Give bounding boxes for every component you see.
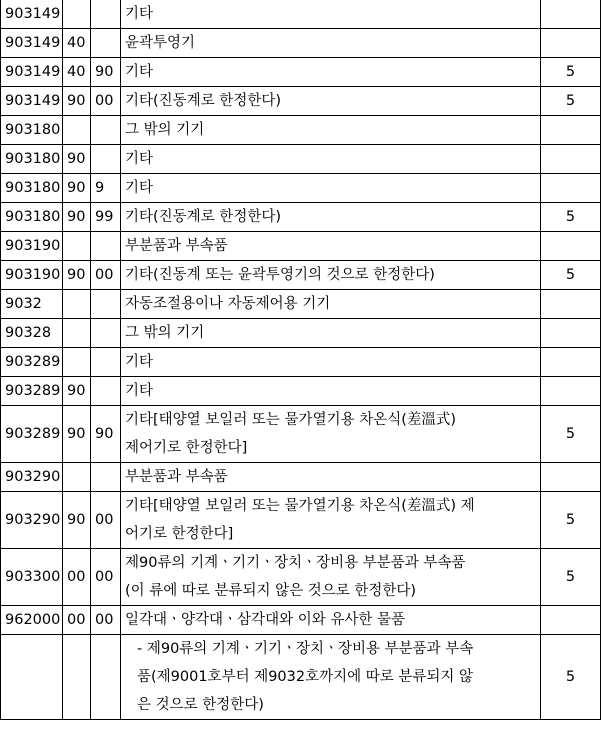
hs-code-cell: 903190 [1, 261, 63, 290]
description-text: 기타 [125, 6, 154, 22]
rate-cell [541, 606, 601, 635]
sub-code-1-cell [63, 635, 91, 720]
sub-code-2-cell [91, 232, 121, 261]
table-row [1, 29, 601, 58]
sub-code-1-cell: 90 [63, 406, 91, 463]
description-cell [121, 29, 541, 58]
description-line: 일각대ㆍ양각대ㆍ삼각대와 이와 유사한 물품 [125, 612, 405, 628]
hs-code-cell: 903149 [1, 0, 63, 29]
description-text: 그 밖의 기기 [125, 122, 205, 138]
description-text: 부분품과 부속품 [125, 469, 228, 485]
table-row [1, 174, 601, 203]
description-cell [121, 145, 541, 174]
sub-code-1-cell: 00 [63, 549, 91, 606]
description-line: 제어기로 한정한다] [125, 440, 248, 456]
hs-code-cell: 903180 [1, 174, 63, 203]
table-row [1, 145, 601, 174]
sub-code-2-cell [91, 635, 121, 720]
hs-code-cell: 903149 [1, 29, 63, 58]
description-cell [121, 492, 541, 549]
rate-cell: 5 [541, 58, 601, 87]
sub-code-2-cell: 00 [91, 549, 121, 606]
description-cell [121, 232, 541, 261]
hs-code-cell: 903180 [1, 145, 63, 174]
description-line: 은 것으로 한정한다) [137, 697, 264, 713]
description-text: 그 밖의 기기 [125, 325, 205, 341]
sub-code-2-cell [91, 0, 121, 29]
sub-code-1-cell [63, 319, 91, 348]
sub-code-2-cell: 9 [91, 174, 121, 203]
tariff-table-body [1, 0, 601, 720]
sub-code-1-cell [63, 348, 91, 377]
table-row [1, 116, 601, 145]
sub-code-1-cell: 90 [63, 174, 91, 203]
rate-cell: 5 [541, 635, 601, 720]
sub-code-2-cell [91, 377, 121, 406]
sub-code-1-cell [63, 290, 91, 319]
table-row [1, 377, 601, 406]
sub-code-2-cell [91, 319, 121, 348]
table-row [1, 406, 601, 463]
rate-cell [541, 232, 601, 261]
description-text: 자동조절용이나 자동제어용 기기 [125, 296, 331, 312]
description-cell [121, 0, 541, 29]
rate-cell [541, 0, 601, 29]
rate-cell [541, 145, 601, 174]
sub-code-2-cell [91, 290, 121, 319]
hs-code-cell: 903290 [1, 463, 63, 492]
description-cell [121, 406, 541, 463]
description-cell [121, 174, 541, 203]
rate-cell [541, 463, 601, 492]
hs-code-cell: 903149 [1, 58, 63, 87]
sub-code-2-cell [91, 348, 121, 377]
table-row [1, 203, 601, 232]
table-row [1, 319, 601, 348]
description-cell [121, 319, 541, 348]
description-cell [121, 463, 541, 492]
description-line: - 제90류의 기계ㆍ기기ㆍ장치ㆍ장비용 부분품과 부속 [137, 641, 474, 657]
table-row [1, 463, 601, 492]
rate-cell: 5 [541, 203, 601, 232]
sub-code-2-cell: 99 [91, 203, 121, 232]
rate-cell [541, 290, 601, 319]
sub-code-2-cell [91, 145, 121, 174]
hs-code-cell: 903300 [1, 549, 63, 606]
sub-code-2-cell [91, 116, 121, 145]
description-text: 기타(진동계 또는 윤곽투영기의 것으로 한정한다) [125, 267, 435, 283]
table-row [1, 87, 601, 116]
table-row [1, 348, 601, 377]
sub-code-1-cell [63, 232, 91, 261]
hs-code-cell: 903149 [1, 87, 63, 116]
sub-code-1-cell: 90 [63, 492, 91, 549]
description-cell [121, 377, 541, 406]
sub-code-2-cell: 00 [91, 261, 121, 290]
description-text: 기타 [125, 180, 154, 196]
description-line: 어기로 한정한다] [125, 526, 234, 542]
description-cell [121, 606, 541, 635]
sub-code-1-cell: 90 [63, 377, 91, 406]
description-text: 기타 [125, 151, 154, 167]
rate-cell: 5 [541, 406, 601, 463]
table-row [1, 635, 601, 720]
rate-cell [541, 319, 601, 348]
sub-code-2-cell: 00 [91, 87, 121, 116]
hs-code-cell: 903289 [1, 377, 63, 406]
sub-code-1-cell: 00 [63, 606, 91, 635]
sub-code-2-cell [91, 29, 121, 58]
sub-code-2-cell: 00 [91, 492, 121, 549]
hs-code-cell: 903289 [1, 348, 63, 377]
sub-code-2-cell: 90 [91, 406, 121, 463]
description-cell [121, 58, 541, 87]
rate-cell [541, 174, 601, 203]
table-row [1, 290, 601, 319]
hs-code-cell: 90328 [1, 319, 63, 348]
description-cell [121, 290, 541, 319]
hs-code-cell: 903180 [1, 116, 63, 145]
description-cell [121, 549, 541, 606]
sub-code-2-cell [91, 463, 121, 492]
description-cell [121, 635, 541, 720]
sub-code-1-cell: 90 [63, 261, 91, 290]
table-row [1, 58, 601, 87]
sub-code-1-cell [63, 0, 91, 29]
description-text: 기타 [125, 354, 154, 370]
table-row [1, 261, 601, 290]
sub-code-1-cell: 40 [63, 58, 91, 87]
sub-code-2-cell: 90 [91, 58, 121, 87]
description-text: 부분품과 부속품 [125, 238, 228, 254]
sub-code-1-cell: 90 [63, 203, 91, 232]
description-line: (이 류에 따로 분류되지 않은 것으로 한정한다) [125, 583, 417, 599]
rate-cell [541, 116, 601, 145]
rate-cell [541, 29, 601, 58]
description-text: 윤곽투영기 [125, 35, 196, 51]
sub-code-1-cell [63, 463, 91, 492]
hs-code-cell [1, 635, 63, 720]
description-line: 기타[태양열 보일러 또는 물가열기용 차온식(差溫式) [125, 412, 457, 428]
description-line: 품(제9001호부터 제9032호까지에 따로 분류되지 않 [137, 669, 474, 685]
description-cell [121, 261, 541, 290]
sub-code-1-cell: 90 [63, 145, 91, 174]
description-text: 기타(진동계로 한정한다) [125, 93, 281, 109]
hs-code-cell: 903190 [1, 232, 63, 261]
description-line: 기타[태양열 보일러 또는 물가열기용 차온식(差溫式) 제 [125, 498, 475, 514]
description-text: 기타(진동계로 한정한다) [125, 209, 281, 225]
rate-cell: 5 [541, 492, 601, 549]
description-text: 기타 [125, 64, 154, 80]
description-cell [121, 87, 541, 116]
rate-cell: 5 [541, 549, 601, 606]
sub-code-1-cell: 90 [63, 87, 91, 116]
sub-code-1-cell [63, 116, 91, 145]
table-row [1, 606, 601, 635]
description-cell [121, 348, 541, 377]
rate-cell [541, 377, 601, 406]
description-cell [121, 116, 541, 145]
hs-code-cell: 903180 [1, 203, 63, 232]
hs-code-cell: 962000 [1, 606, 63, 635]
sub-code-2-cell: 00 [91, 606, 121, 635]
table-row [1, 549, 601, 606]
sub-code-1-cell: 40 [63, 29, 91, 58]
description-line: 제90류의 기계ㆍ기기ㆍ장치ㆍ장비용 부분품과 부속품 [125, 555, 466, 571]
rate-cell: 5 [541, 87, 601, 116]
table-row [1, 0, 601, 29]
description-cell [121, 203, 541, 232]
hs-code-cell: 903289 [1, 406, 63, 463]
rate-cell [541, 348, 601, 377]
hs-code-cell: 903290 [1, 492, 63, 549]
rate-cell: 5 [541, 261, 601, 290]
table-row [1, 232, 601, 261]
table-row [1, 492, 601, 549]
hs-code-cell: 9032 [1, 290, 63, 319]
description-text: 기타 [125, 383, 154, 399]
